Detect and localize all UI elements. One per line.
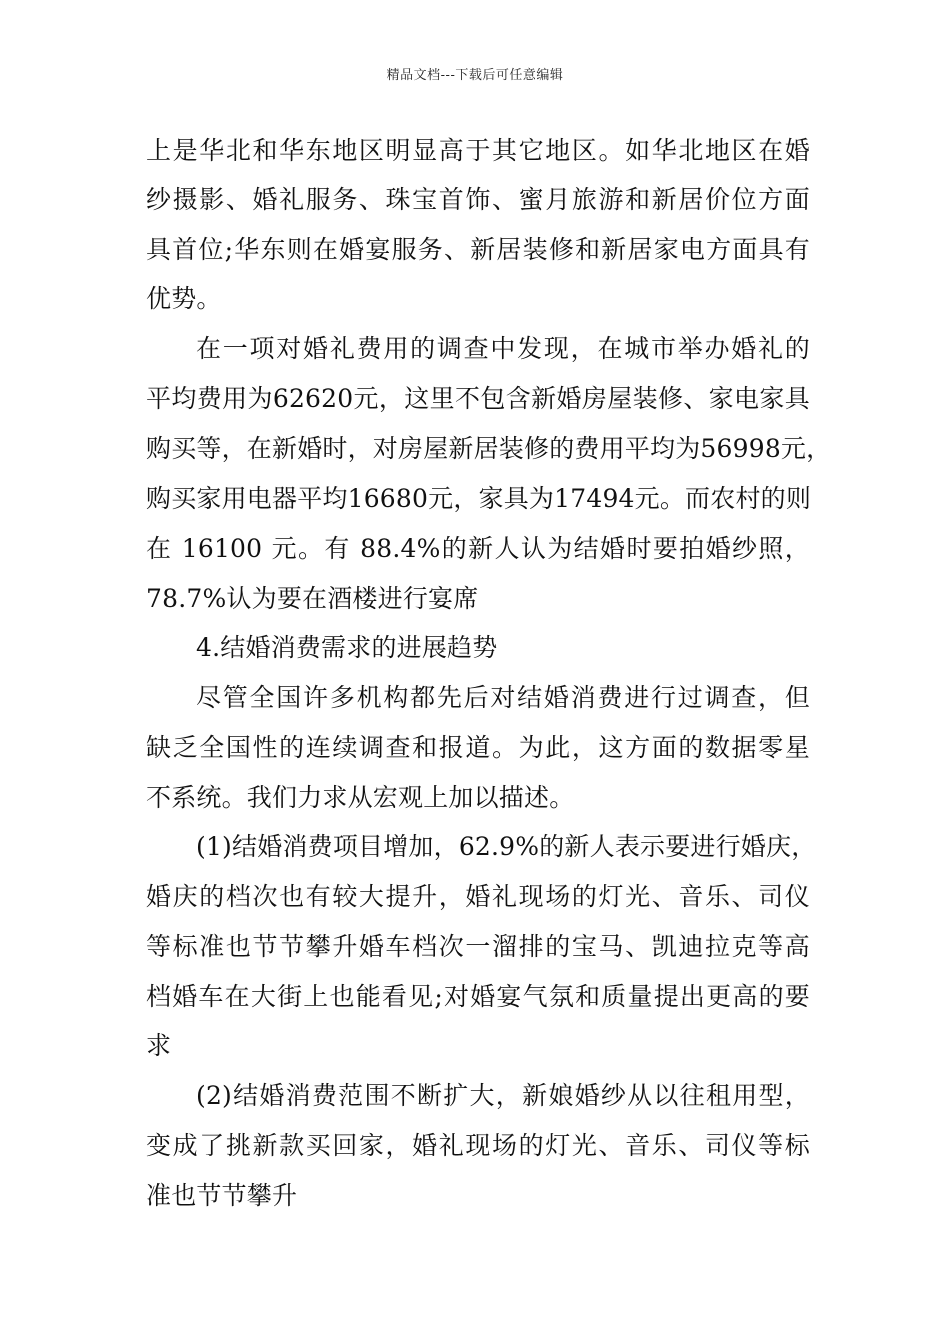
text-line: 变成了挑新款买回家，婚礼现场的灯光、音乐、司仪等标	[146, 1131, 810, 1160]
text-line: 平均费用为62620元，这里不包含新婚房屋装修、家电家具	[146, 384, 810, 413]
text-line: 78.7%认为要在酒楼进行宴席	[146, 584, 479, 613]
text-line: 在一项对婚礼费用的调查中发现，在城市举办婚礼的	[196, 334, 810, 363]
text-line: 档婚车在大街上也能看见;对婚宴气氛和质量提出更高的要	[146, 982, 810, 1011]
text-line: 在 16100 元。有 88.4%的新人认为结婚时要拍婚纱照，	[146, 534, 810, 563]
text-line: 准也节节攀升	[146, 1181, 298, 1210]
text-line: (1)结婚消费项目增加，62.9%的新人表示要进行婚庆，	[196, 832, 817, 861]
text-line: 购买等，在新婚时，对房屋新居装修的费用平均为56998元，	[146, 434, 832, 463]
text-line: 求	[146, 1031, 172, 1060]
text-line: 缺乏全国性的连续调查和报道。为此，这方面的数据零星	[146, 733, 810, 762]
text-line: (2)结婚消费范围不断扩大，新娘婚纱从以往租用型，	[196, 1081, 810, 1110]
text-line: 购买家用电器平均16680元，家具为17494元。而农村的则	[146, 484, 812, 513]
text-line: 尽管全国许多机构都先后对结婚消费进行过调查，但	[196, 683, 810, 712]
text-line: 具首位;华东则在婚宴服务、新居装修和新居家电方面具有	[146, 235, 810, 264]
text-line: 纱摄影、婚礼服务、珠宝首饰、蜜月旅游和新居价位方面	[146, 185, 810, 214]
text-line: 上是华北和华东地区明显高于其它地区。如华北地区在婚	[146, 136, 810, 165]
text-line: 不系统。我们力求从宏观上加以描述。	[146, 783, 575, 812]
text-line: 优势。	[146, 284, 222, 313]
page-header: 精品文档---下载后可任意编辑	[386, 68, 564, 83]
text-line: 等标准也节节攀升婚车档次一溜排的宝马、凯迪拉克等高	[146, 932, 810, 961]
section-heading: 4.结婚消费需求的进展趋势	[196, 633, 498, 662]
text-line: 婚庆的档次也有较大提升，婚礼现场的灯光、音乐、司仪	[146, 882, 810, 911]
